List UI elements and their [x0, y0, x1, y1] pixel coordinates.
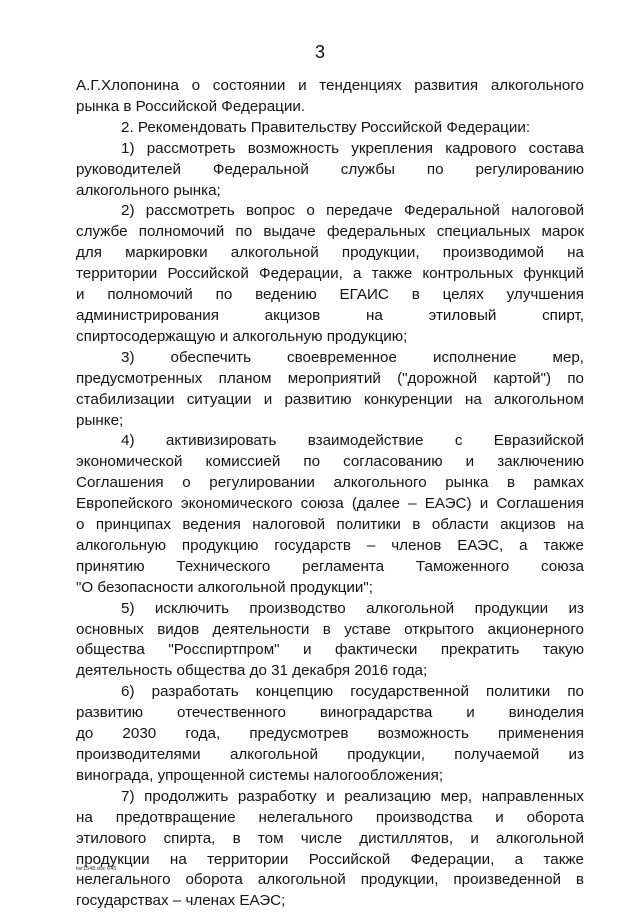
text-line: 6) разработать концепцию государственной политики по [121, 683, 584, 701]
paragraph [76, 76, 584, 118]
text-line: 2. Рекомендовать Правительству Российской Федерации: [121, 118, 531, 136]
text-line: рынке; [76, 411, 124, 429]
text-line: нелегального оборота алкогольной продукции, произведенной в [76, 871, 584, 889]
text-line: для маркировки алкогольной продукции, производимой на [76, 244, 584, 262]
page-number: 3 [314, 42, 325, 62]
text-line: и полномочий по ведению ЕГАИС в целях улучшения [76, 286, 584, 304]
footer-file-code: lwr1548.doc 645 [76, 866, 117, 872]
text-line: экономической комиссией по согласованию и заключению [76, 453, 584, 471]
text-line: спиртосодержащую и алкогольную продукцию; [76, 327, 408, 345]
text-line: 5) исключить производство алкогольной продукции из [121, 599, 584, 617]
text-line: алкогольную продукцию государств – членов ЕАЭС, а также [76, 536, 584, 554]
text-line: этилового спирта, в том числе дистиллятов, и алкогольной [76, 829, 584, 847]
text-line: стабилизации ситуации и развитию конкуренции на алкогольном [76, 390, 584, 408]
paragraph [76, 139, 584, 202]
paragraph [76, 201, 584, 347]
text-line: 7) продолжить разработку и реализацию мер, направленных [121, 787, 584, 805]
text-line: руководителей Федеральной службы по регулированию [76, 160, 584, 178]
text-line: общества "Росспиртпром" и фактически прекратить такую [76, 641, 584, 659]
paragraph [76, 599, 584, 683]
text-line: производителями алкогольной продукции, получаемой из [76, 746, 584, 763]
text-line: службе полномочий по выдаче федеральных специальных марок [76, 223, 584, 241]
paragraph [76, 118, 584, 139]
text-line: А.Г.Хлопонина о состоянии и тенденциях развития алкогольного [76, 77, 584, 94]
text-line: принятию Технического регламента Таможенного союза [76, 557, 584, 575]
text-line: территории Российской Федерации, а также контрольных функций [76, 265, 584, 283]
document-body [76, 76, 584, 912]
text-line: основных видов деятельности в уставе открытого акционерного [76, 620, 584, 638]
text-line: 4) активизировать взаимодействие с Евразийской [121, 432, 584, 450]
text-line: Соглашения о регулировании алкогольного рынка в рамках [76, 474, 584, 492]
text-line: продукции на территории Российской Федерации, а также [76, 850, 584, 868]
text-line: 1) рассмотреть возможность укрепления кадрового состава [121, 139, 584, 157]
text-line: государствах – членах ЕАЭС; [76, 892, 286, 910]
text-line: алкогольного рынка; [76, 181, 221, 199]
paragraph [76, 348, 584, 432]
text-line: "О безопасности алкогольной продукции"; [76, 578, 374, 596]
text-line: развитию отечественного виноградарства и виноделия [76, 704, 584, 722]
text-line: 2) рассмотреть вопрос о передаче Федеральной налоговой [121, 202, 584, 220]
text-line: винограда, упрощенной системы налогообложения; [76, 766, 444, 784]
text-line: предусмотренных планом мероприятий ("дорожной картой") по [76, 369, 584, 387]
text-line: администрирования акцизов на этиловый спирт, [76, 306, 584, 324]
text-line: 3) обеспечить своевременное исполнение мер, [121, 348, 584, 366]
paragraph [76, 787, 584, 912]
text-line: деятельность общества до 31 декабря 2016 года; [76, 662, 428, 680]
text-line: о принципах ведения налоговой политики в области акцизов на [76, 516, 584, 534]
text-line: рынка в Российской Федерации. [76, 97, 306, 115]
paragraph [76, 682, 584, 787]
text-line: Европейского экономического союза (далее – ЕАЭС) и Соглашения [76, 495, 584, 513]
paragraph [76, 431, 584, 598]
text-line: до 2030 года, предусмотрев возможность применения [76, 725, 584, 743]
text-line: на предотвращение нелегального производства и оборота [76, 808, 584, 826]
